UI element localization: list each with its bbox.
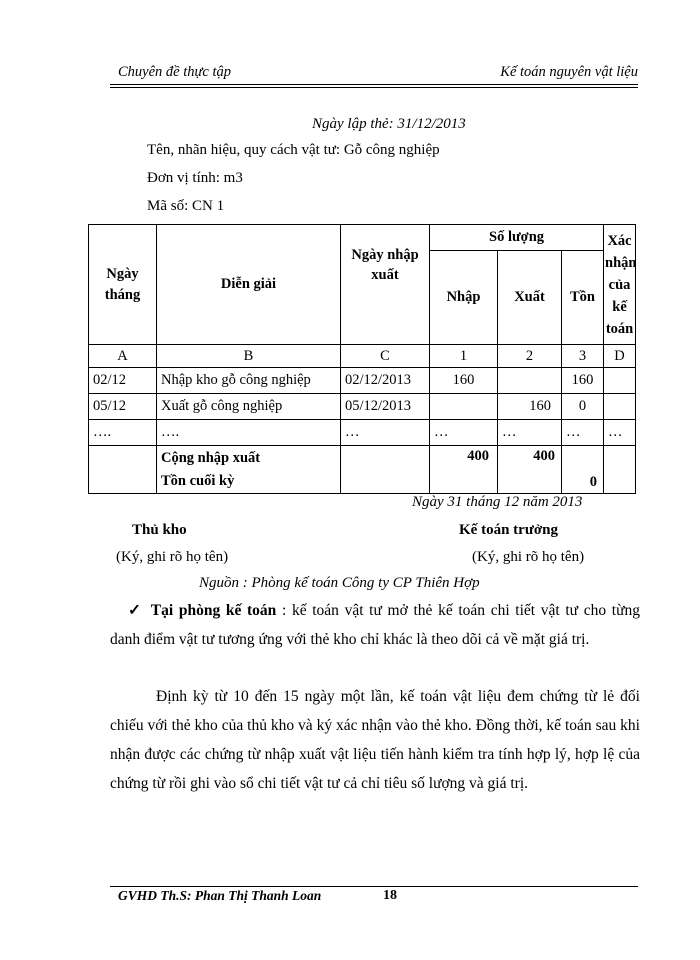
- row-confirm: [604, 368, 636, 394]
- row-stock: …: [562, 420, 604, 446]
- col-header-desc: Diễn giải: [157, 225, 341, 345]
- code-line: Mã số: CN 1: [147, 198, 225, 214]
- page-number: 18: [383, 888, 397, 903]
- paragraph-accounting-dept-lead: Tại phòng kế toán: [150, 602, 277, 619]
- paragraph-accounting-dept: [110, 596, 640, 654]
- letter-row: [89, 345, 636, 368]
- storekeeper-title: Thủ kho: [132, 522, 187, 538]
- col-header-out: Xuất: [498, 251, 562, 345]
- row-date: ….: [89, 420, 157, 446]
- stock-card-table: [88, 224, 636, 494]
- signing-date: Ngày 31 tháng 12 năm 2013: [412, 494, 583, 510]
- letter-cell: B: [157, 345, 341, 368]
- row-confirm: [604, 394, 636, 420]
- row-io-date: 02/12/2013: [341, 368, 430, 394]
- total-row: [89, 446, 636, 494]
- letter-cell: 2: [498, 345, 562, 368]
- footer-supervisor: GVHD Th.S: Phan Thị Thanh Loan: [118, 888, 322, 903]
- col-header-in: Nhập: [430, 251, 498, 345]
- material-name: Tên, nhãn hiệu, quy cách vật tư: Gỗ công nghiệp: [147, 142, 440, 158]
- row-in: …: [430, 420, 498, 446]
- end-stock: 0: [562, 446, 604, 494]
- header-left: Chuyên đề thực tập: [118, 64, 232, 80]
- row-out: …: [498, 420, 562, 446]
- row-stock: 160: [562, 368, 604, 394]
- row-confirm: …: [604, 420, 636, 446]
- col-header-io-date: Ngày nhập xuất: [341, 225, 430, 345]
- header-rule-2: [110, 87, 638, 88]
- col-header-stock: Tồn: [562, 251, 604, 345]
- storekeeper-note: (Ký, ghi rõ họ tên): [116, 549, 229, 565]
- table-row: [89, 394, 636, 420]
- row-io-date: 05/12/2013: [341, 394, 430, 420]
- source-note: Nguồn : Phòng kế toán Công ty CP Thiên Hợp: [199, 575, 480, 591]
- letter-cell: 1: [430, 345, 498, 368]
- row-desc: Nhập kho gỗ công nghiệp: [157, 368, 341, 394]
- letter-cell: A: [89, 345, 157, 368]
- footer-rule: [110, 886, 638, 887]
- header-right: Kế toán nguyên vật liệu: [500, 64, 638, 80]
- unit-line: Đơn vị tính: m3: [147, 170, 243, 186]
- total-out: 400: [498, 446, 562, 494]
- letter-cell: C: [341, 345, 430, 368]
- header-rule: [110, 84, 638, 85]
- paragraph-accounting-dept-text: : kế toán vật tư mở thẻ kế toán chi tiết vật tư cho từng danh điểm vật tư tương ứng với thẻ kho chỉ khác là theo dõi cả về mặt giá trị.: [110, 602, 640, 648]
- letter-cell: 3: [562, 345, 604, 368]
- end-stock-label: Tồn cuối kỳ: [161, 472, 235, 489]
- col-header-qty: Số lượng: [430, 225, 604, 251]
- row-io-date: …: [341, 420, 430, 446]
- row-out: [498, 368, 562, 394]
- total-label: Cộng nhập xuất: [161, 449, 261, 466]
- col-header-date: Ngày tháng: [89, 225, 157, 345]
- row-stock: 0: [562, 394, 604, 420]
- row-in: [430, 394, 498, 420]
- row-in: 160: [430, 368, 498, 394]
- row-out: 160: [498, 394, 562, 420]
- card-date: Ngày lập thẻ: 31/12/2013: [312, 116, 466, 132]
- table-row: [89, 420, 636, 446]
- row-desc: Xuất gỗ công nghiệp: [157, 394, 341, 420]
- chief-accountant-title: Kế toán trưởng: [459, 522, 558, 538]
- row-date: 02/12: [89, 368, 157, 394]
- checkmark-icon: ✓: [128, 602, 143, 619]
- paragraph-periodic: Định kỳ từ 10 đến 15 ngày một lần, kế toán vật liệu đem chứng từ lẻ đối chiếu với thẻ kho của thủ kho và ký xác nhận vào thẻ kho. Đồng thời, kế toán sau khi nhận được các chứng từ nhập xuất vật liệu tiến hành kiểm tra tính hợp lý, hợp lệ của chứng từ rồi ghi vào sổ chi tiết vật tư cả chỉ tiêu số lượng và giá trị.: [110, 688, 640, 792]
- table-row: [89, 368, 636, 394]
- total-in: 400: [430, 446, 498, 494]
- row-date: 05/12: [89, 394, 157, 420]
- letter-cell: D: [604, 345, 636, 368]
- col-header-confirm: Xác nhận của kế toán: [604, 225, 636, 345]
- row-desc: ….: [157, 420, 341, 446]
- chief-accountant-note: (Ký, ghi rõ họ tên): [472, 549, 585, 565]
